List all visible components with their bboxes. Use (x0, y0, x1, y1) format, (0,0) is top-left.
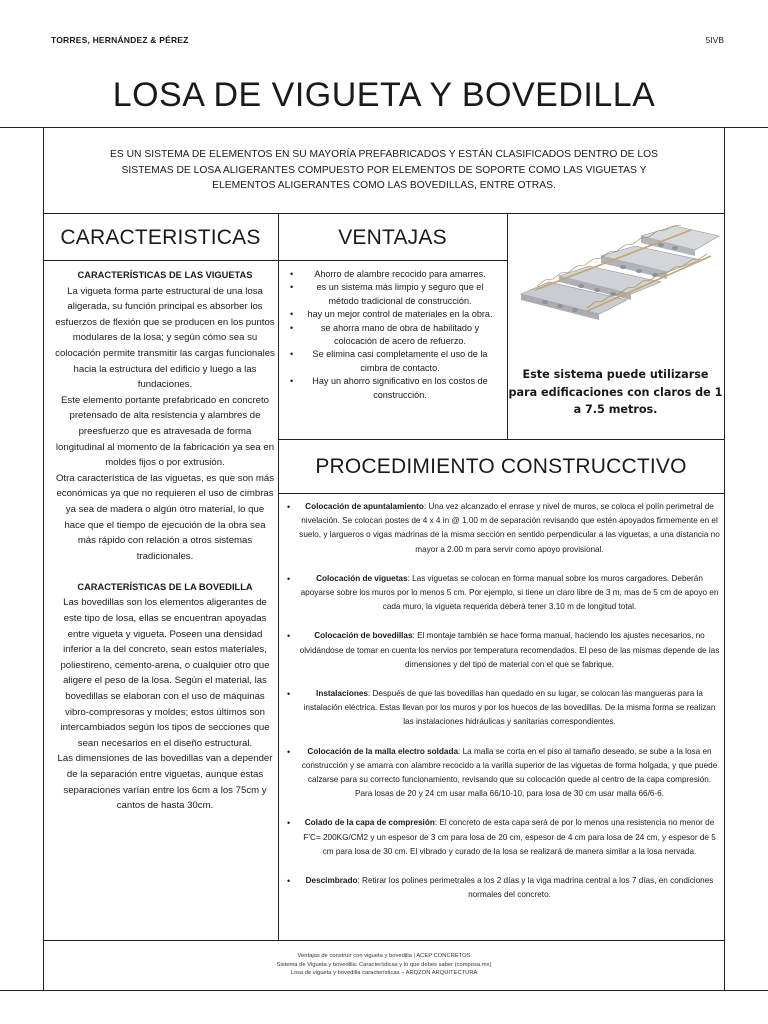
ventaja-item: • hay un mejor control de materiales en la obra. (290, 309, 493, 320)
step-term: Colocación de apuntalamiento (305, 502, 424, 511)
procedure-bottom-rule (278, 493, 724, 494)
top-rule (0, 127, 768, 128)
viguetas-paragraph-3: Otra característica de las viguetas, es que son más económicas ya que no requieren el uso de cimbras ya sea de madera o algún otro material, lo que hace que el tiempo de ejecución de la obra sea más rápido con relación a otros sistemas tradicionales. (55, 472, 275, 562)
references (0, 952, 768, 978)
procedure-step: • Colocación de viguetas: Las viguetas se colocan en forma manual sobre los muros cargadores. Deberán apoyarse sobre los muros por lo menos 5 cm. Por ejemplo, si tiene un claro libre de 3 m, mas de 5 cm de apoyo en cada muro, la vigueta requerida deberá tener 3.10 m de longitud total. (287, 573, 719, 612)
ventaja-item: • Se elimina casi completamente el uso de la cimbra de contacto. (290, 349, 488, 373)
ventaja-item: • se ahorra mano de obra de habilitado y colocación de acero de refuerzo. (290, 322, 480, 347)
section-heading-top-rule (43, 213, 724, 214)
image-caption: Este sistema puede utilizarse para edificaciones con claros de 1 a 7.5 metros. (508, 368, 723, 416)
bovedilla-subtitle: CARACTERÍSTICAS DE LA BOVEDILLA (77, 581, 253, 592)
step-term: Descimbrado (305, 876, 358, 886)
left-frame-border (43, 127, 44, 990)
group-header: 5IVB (705, 35, 724, 45)
procedure-step: • Colocación de la malla electro soldada: La malla se corta en el piso al tamaño deseado, se sube a la losa en construcción y se amarra con alambre recocido a la varilla superior de las viguetas de forma holgada, y que puede calzarse para su correcto funcionamiento, revisando que su colocación quede al centro de la capa compresión. Para losas de 20 y 24 cm usar malla 66/10-10, para losa de 30 cm usar malla 66/6-6. (287, 746, 718, 799)
step-term: Instalaciones (316, 689, 368, 699)
vigueta-bovedilla-illustration (515, 216, 720, 324)
reference-item: Ventajas de construir con vigueta y bovedilla | ACEP CONCRETOS (297, 953, 471, 959)
reference-item: Sistema de Vigueta y bovedilla: Características y lo que debes saber (composa.mx) (276, 961, 492, 968)
right-frame-border (724, 127, 725, 990)
procedure-step: • Instalaciones: Después de que las bovedillas han quedado en su lugar, se colocan las mangueras para la instalación eléctrica. Estas llevan por los muros y por los huecos de las bovedillas. De la misma forma se realizan las instalaciones hidráulicas y sanitarias correspondientes. (287, 689, 716, 727)
viguetas-paragraph-2: Este elemento portante prefabricado en concreto pretensado de alta resistencia y alambres de preesfuerzo que es atravesada de forma longitudinal al momento de la fabricación ya sea en moldes fijos o por extrusión. (55, 394, 275, 469)
footer-rule (0, 990, 768, 991)
procedimiento-heading: PROCEDIMIENTO CONSTRUCCTIVO (315, 455, 687, 478)
intro-paragraph: ES UN SISTEMA DE ELEMENTOS EN SU MAYORÍA PREFABRICADOS Y ESTÁN CLASIFICADOS DENTRO DE LOS SISTEMAS DE LOSA ALIGERANTES COMPUESTO POR ELEMENTOS DE SOPORTE COMO LAS VIGUETAS Y ELEMENTOS ALIGERANTES COMO LAS BOVEDILLAS, ENTRE OTRAS. (110, 149, 658, 191)
ventaja-item: • Ahorro de alambre recocido para amarres. (290, 269, 486, 279)
ventaja-item: • es un sistema más limpio y seguro que el método tradicional de construcción. (290, 282, 484, 306)
procedure-step: • Descimbrado: Retirar los polines perimetrales a los 2 días y la viga madrina central a los 7 días, en condiciones normales del concreto. (287, 876, 714, 900)
step-term: Colocación de viguetas (316, 573, 408, 583)
step-term: Colado de la capa de compresión (304, 818, 435, 828)
procedure-step: • Colocación de bovedillas: El montaje también se hace forma manual, haciendo los ajustes necesarios, no olvidándose de tomar en cuenta los nervios por temperatura recomendados. El peso de las mismas depende de las dimensiones y del tipo de material con el que se fabrique. (287, 631, 720, 669)
caracteristicas-heading: CARACTERISTICAS (60, 226, 261, 249)
page-title: LOSA DE VIGUETA Y BOVEDILLA (112, 76, 656, 114)
step-term: Colocación de la malla electro soldada (307, 746, 459, 756)
procedure-step: • Colado de la capa de compresión: El concreto de esta capa será de por lo menos una resistencia no menor de F’C= 200KG/CM2 y un espesor de 3 cm para losa de 20 cm, espesor de 4 cm para losa de 24 cm, y espesor de 5 cm para losa de 30 cm. El vibrado y curado de la losa se realizará de manera similar a la losa nervada. (287, 818, 716, 856)
procedure-step: • Colocación de apuntalamiento: Una vez alcanzado el enrase y nivel de muros, se coloca el polín perimetral de nivelación. Se colocan postes de 4 x 4 in @ 1.00 m de separación revisando que estén apoyados firmemente en el suelo, y largueros o vigas madrinas de la misma sección en sentido perpendicular a las viguetas, a una distancia no mayor a 2.00 m para servir como apoyo provisional. (287, 502, 720, 554)
bovedilla-paragraph-2: Las dimensiones de las bovedillas van a depender de la separación entre viguetas, aunque estas separaciones varían entre los 6cm a los 75cm y cantos de hasta 30cm. (57, 753, 273, 812)
content-bottom-rule (43, 940, 724, 941)
column-divider-left (278, 213, 279, 940)
ventajas-list (286, 268, 498, 402)
ventajas-heading: VENTAJAS (338, 226, 447, 249)
bovedilla-paragraph-1: Las bovedillas son los elementos aligerantes de este tipo de losa, ellas se encuentran apoyadas entre vigueta y vigueta. Poseen una densidad inferior a la del concreto, sean estos materiales, poliestireno, cemento-arena, o cualquier otro que aligere el peso de la losa. Según el material, las bovedillas se elaboran con el uso de máquinas vibro-compresoras y moldes; estos últimos son intercambiados según los tipos de secciones que sean necesarios en el diseño estructural. (60, 597, 270, 749)
step-term: Colocación de bovedillas (314, 631, 413, 641)
caracteristicas-column (55, 268, 275, 814)
procedure-top-rule (278, 439, 724, 440)
reference-item: Losa de vigueta y bovedilla características – ARQZON ARQUITECTURA (290, 970, 478, 977)
ventaja-item: • Hay un ahorro significativo en los costos de construcción. (290, 376, 488, 400)
viguetas-paragraph-1: La vigueta forma parte estructural de una losa aligerada, su función principal es absorber los esfuerzos de flexión que se producen en los puntos modulares de la losa; y según cómo sea su colocación permite transmitir las cargas funcionales hacia la estructura del edificio y luego a las fundaciones. (55, 285, 275, 391)
section-heading-bottom-rule (43, 260, 507, 261)
procedimiento-list (285, 500, 720, 902)
viguetas-subtitle: CARACTERÍSTICAS DE LAS VIGUETAS (77, 270, 253, 280)
authors-header: TORRES, HERNÁNDEZ & PÉREZ (51, 35, 189, 45)
